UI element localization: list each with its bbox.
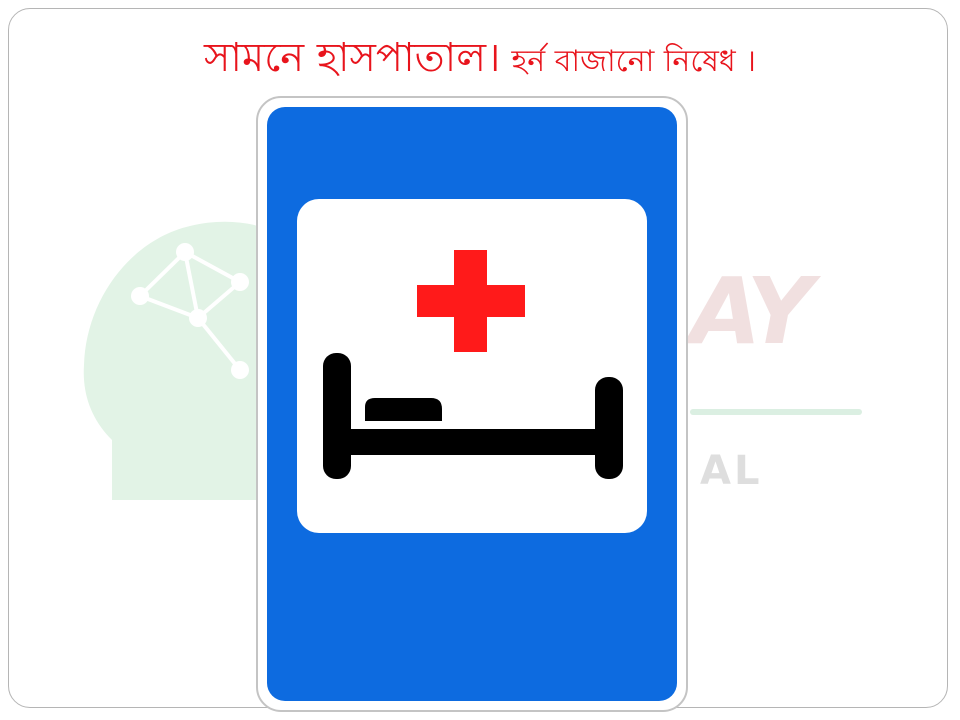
title-main: সামনে হাসপাতাল। (203, 35, 501, 81)
watermark-subtitle-text: AL (700, 448, 763, 494)
watermark-underline (690, 409, 862, 415)
hospital-sign (255, 95, 689, 713)
slide-title (0, 28, 960, 96)
title-sub: হর্ন বাজানো নিষেধ । (511, 44, 756, 79)
watermark-brand-text: AY (690, 258, 810, 365)
